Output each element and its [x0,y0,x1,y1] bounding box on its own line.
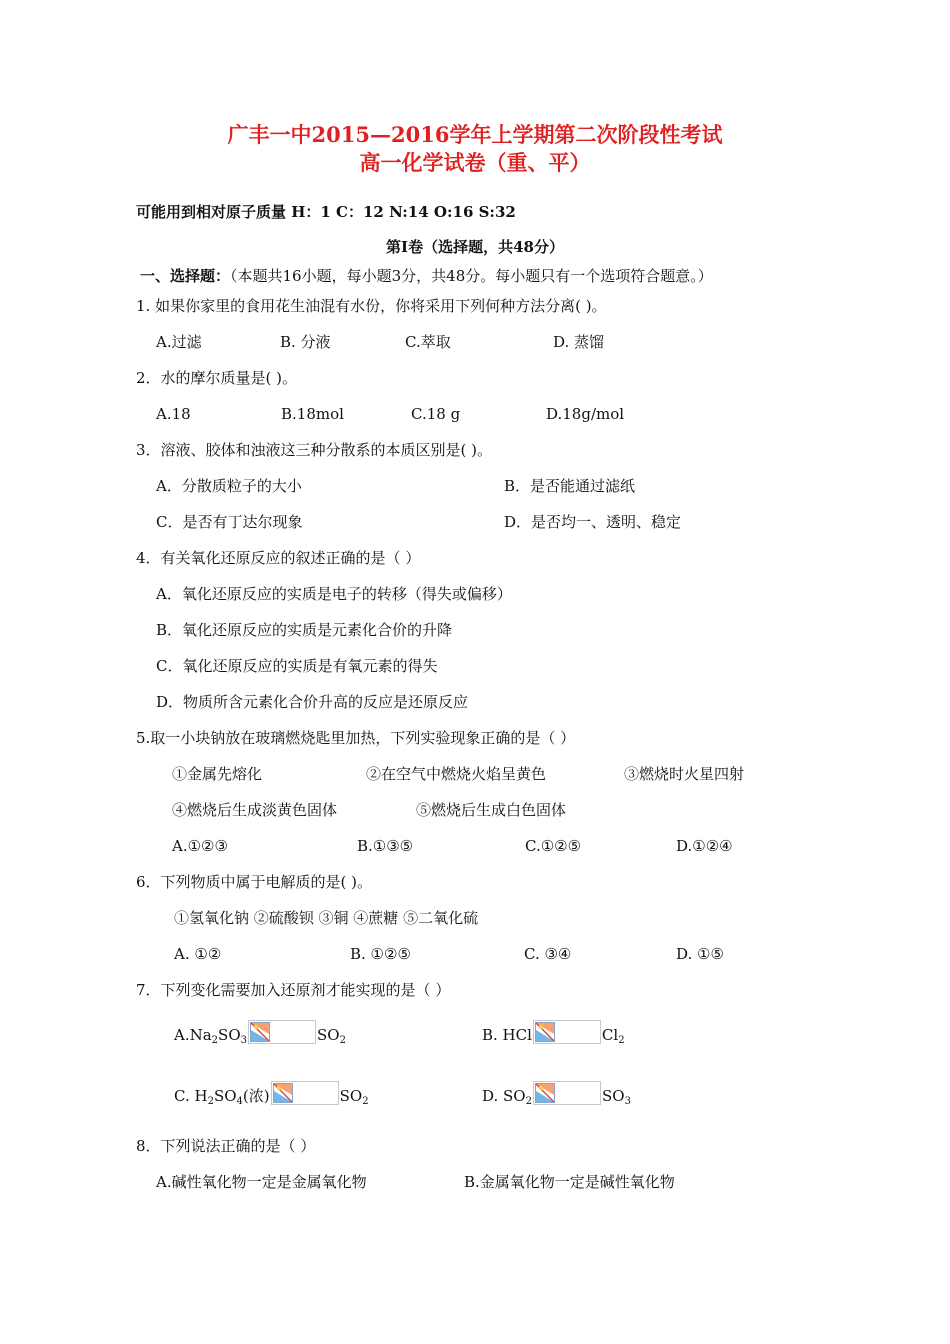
question-5-option-a: A.①②③ [172,837,228,855]
question-5-stem: 5.取一小块钠放在玻璃燃烧匙里加热，下列实验现象正确的是（ ） [136,729,576,747]
question-7-option-a: $A.Na_2SO_3$ $SO_2$ [174,1020,346,1048]
question-2-option-c: C.18 g [411,405,461,423]
question-5-item-1: ①金属先熔化 [172,765,263,783]
question-2-option-b: B.18mol [281,405,344,423]
question-8-option-a: A.碱性氧化物一定是金属氧化物 [156,1173,367,1191]
reaction-arrow-image-placeholder [533,1081,601,1105]
question-8-stem: 8．下列说法正确的是（ ） [136,1137,316,1155]
reaction-arrow-image-placeholder [248,1020,316,1044]
part-description: （本题共16小题，每小题3分，共48分。每小题只有一个选项符合题意。） [230,267,713,285]
question-3-option-c: C．是否有丁达尔现象 [156,513,303,531]
question-3-option-a: A．分散质粒子的大小 [156,477,302,495]
part-label: 一、选择题： [140,267,231,285]
reaction-arrow-image-placeholder [533,1020,601,1044]
question-5-item-5: ⑤燃烧后生成白色固体 [416,801,567,819]
exam-title-line-1: 广丰一中2015—2016学年上学期第二次阶段性考试 [227,122,723,147]
question-5-item-2: ②在空气中燃烧火焰呈黄色 [366,765,547,783]
reaction-arrow-image-placeholder [271,1081,339,1105]
question-7-stem: 7．下列变化需要加入还原剂才能实现的是（ ） [136,981,451,999]
question-3-option-b: B．是否能通过滤纸 [504,477,636,495]
question-4-option-c: C．氧化还原反应的实质是有氧元素的得失 [156,657,438,675]
question-2-option-d: D.18g/mol [546,405,625,423]
question-5-item-3: ③燃烧时火星四射 [624,765,745,783]
question-6-option-b: B. ①②⑤ [350,945,411,963]
question-6-items: ①氢氧化钠 ②硫酸钡 ③铜 ④蔗糖 ⑤二氧化硫 [174,909,479,927]
question-4-stem: 4．有关氧化还原反应的叙述正确的是（ ） [136,549,421,567]
question-7-option-d: D. $SO_2$ $SO_3$ [482,1081,631,1109]
question-6-option-a: A. ①② [174,945,222,963]
question-8-option-b: B.金属氧化物一定是碱性氧化物 [464,1173,675,1191]
question-5-item-4: ④燃烧后生成淡黄色固体 [172,801,338,819]
question-4-option-d: D．物质所含元素化合价升高的反应是还原反应 [156,693,469,711]
exam-title-line-2: 高一化学试卷（重、平） [359,150,591,175]
question-7-option-b: B. HCl $Cl_2$ [482,1020,625,1048]
question-1-option-d: D. 蒸馏 [553,333,605,351]
question-5-option-b: B.①③⑤ [357,837,414,855]
question-1-option-b: B. 分液 [280,333,331,351]
question-3-stem: 3．溶液、胶体和浊液这三种分散系的本质区别是( )。 [136,441,493,459]
question-1-option-a: A.过滤 [156,333,202,351]
question-5-option-d: D.①②④ [676,837,733,855]
question-6-option-c: C. ③④ [524,945,572,963]
part-heading [140,266,713,286]
atomic-mass-note: 可能用到相对原子质量 H：1 C：12 N:14 O:16 S:32 [136,203,516,221]
question-1-stem: 1. 如果你家里的食用花生油混有水份，你将采用下列何种方法分离( )。 [136,297,607,315]
section-title: 第Ⅰ卷（选择题，共48分） [386,238,564,256]
question-1-option-c: C.萃取 [405,333,451,351]
question-2-stem: 2．水的摩尔质量是( )。 [136,369,298,387]
question-3-option-d: D．是否均一、透明、稳定 [504,513,682,531]
question-2-option-a: A.18 [156,405,191,423]
question-6-option-d: D. ①⑤ [676,945,724,963]
question-7-option-c: C. $H_2SO_4$(浓) $SO_2$ [174,1081,369,1109]
question-4-option-a: A．氧化还原反应的实质是电子的转移（得失或偏移） [156,585,512,603]
question-5-option-c: C.①②⑤ [525,837,582,855]
question-6-stem: 6．下列物质中属于电解质的是( )。 [136,873,373,891]
question-4-option-b: B．氧化还原反应的实质是元素化合价的升降 [156,621,453,639]
